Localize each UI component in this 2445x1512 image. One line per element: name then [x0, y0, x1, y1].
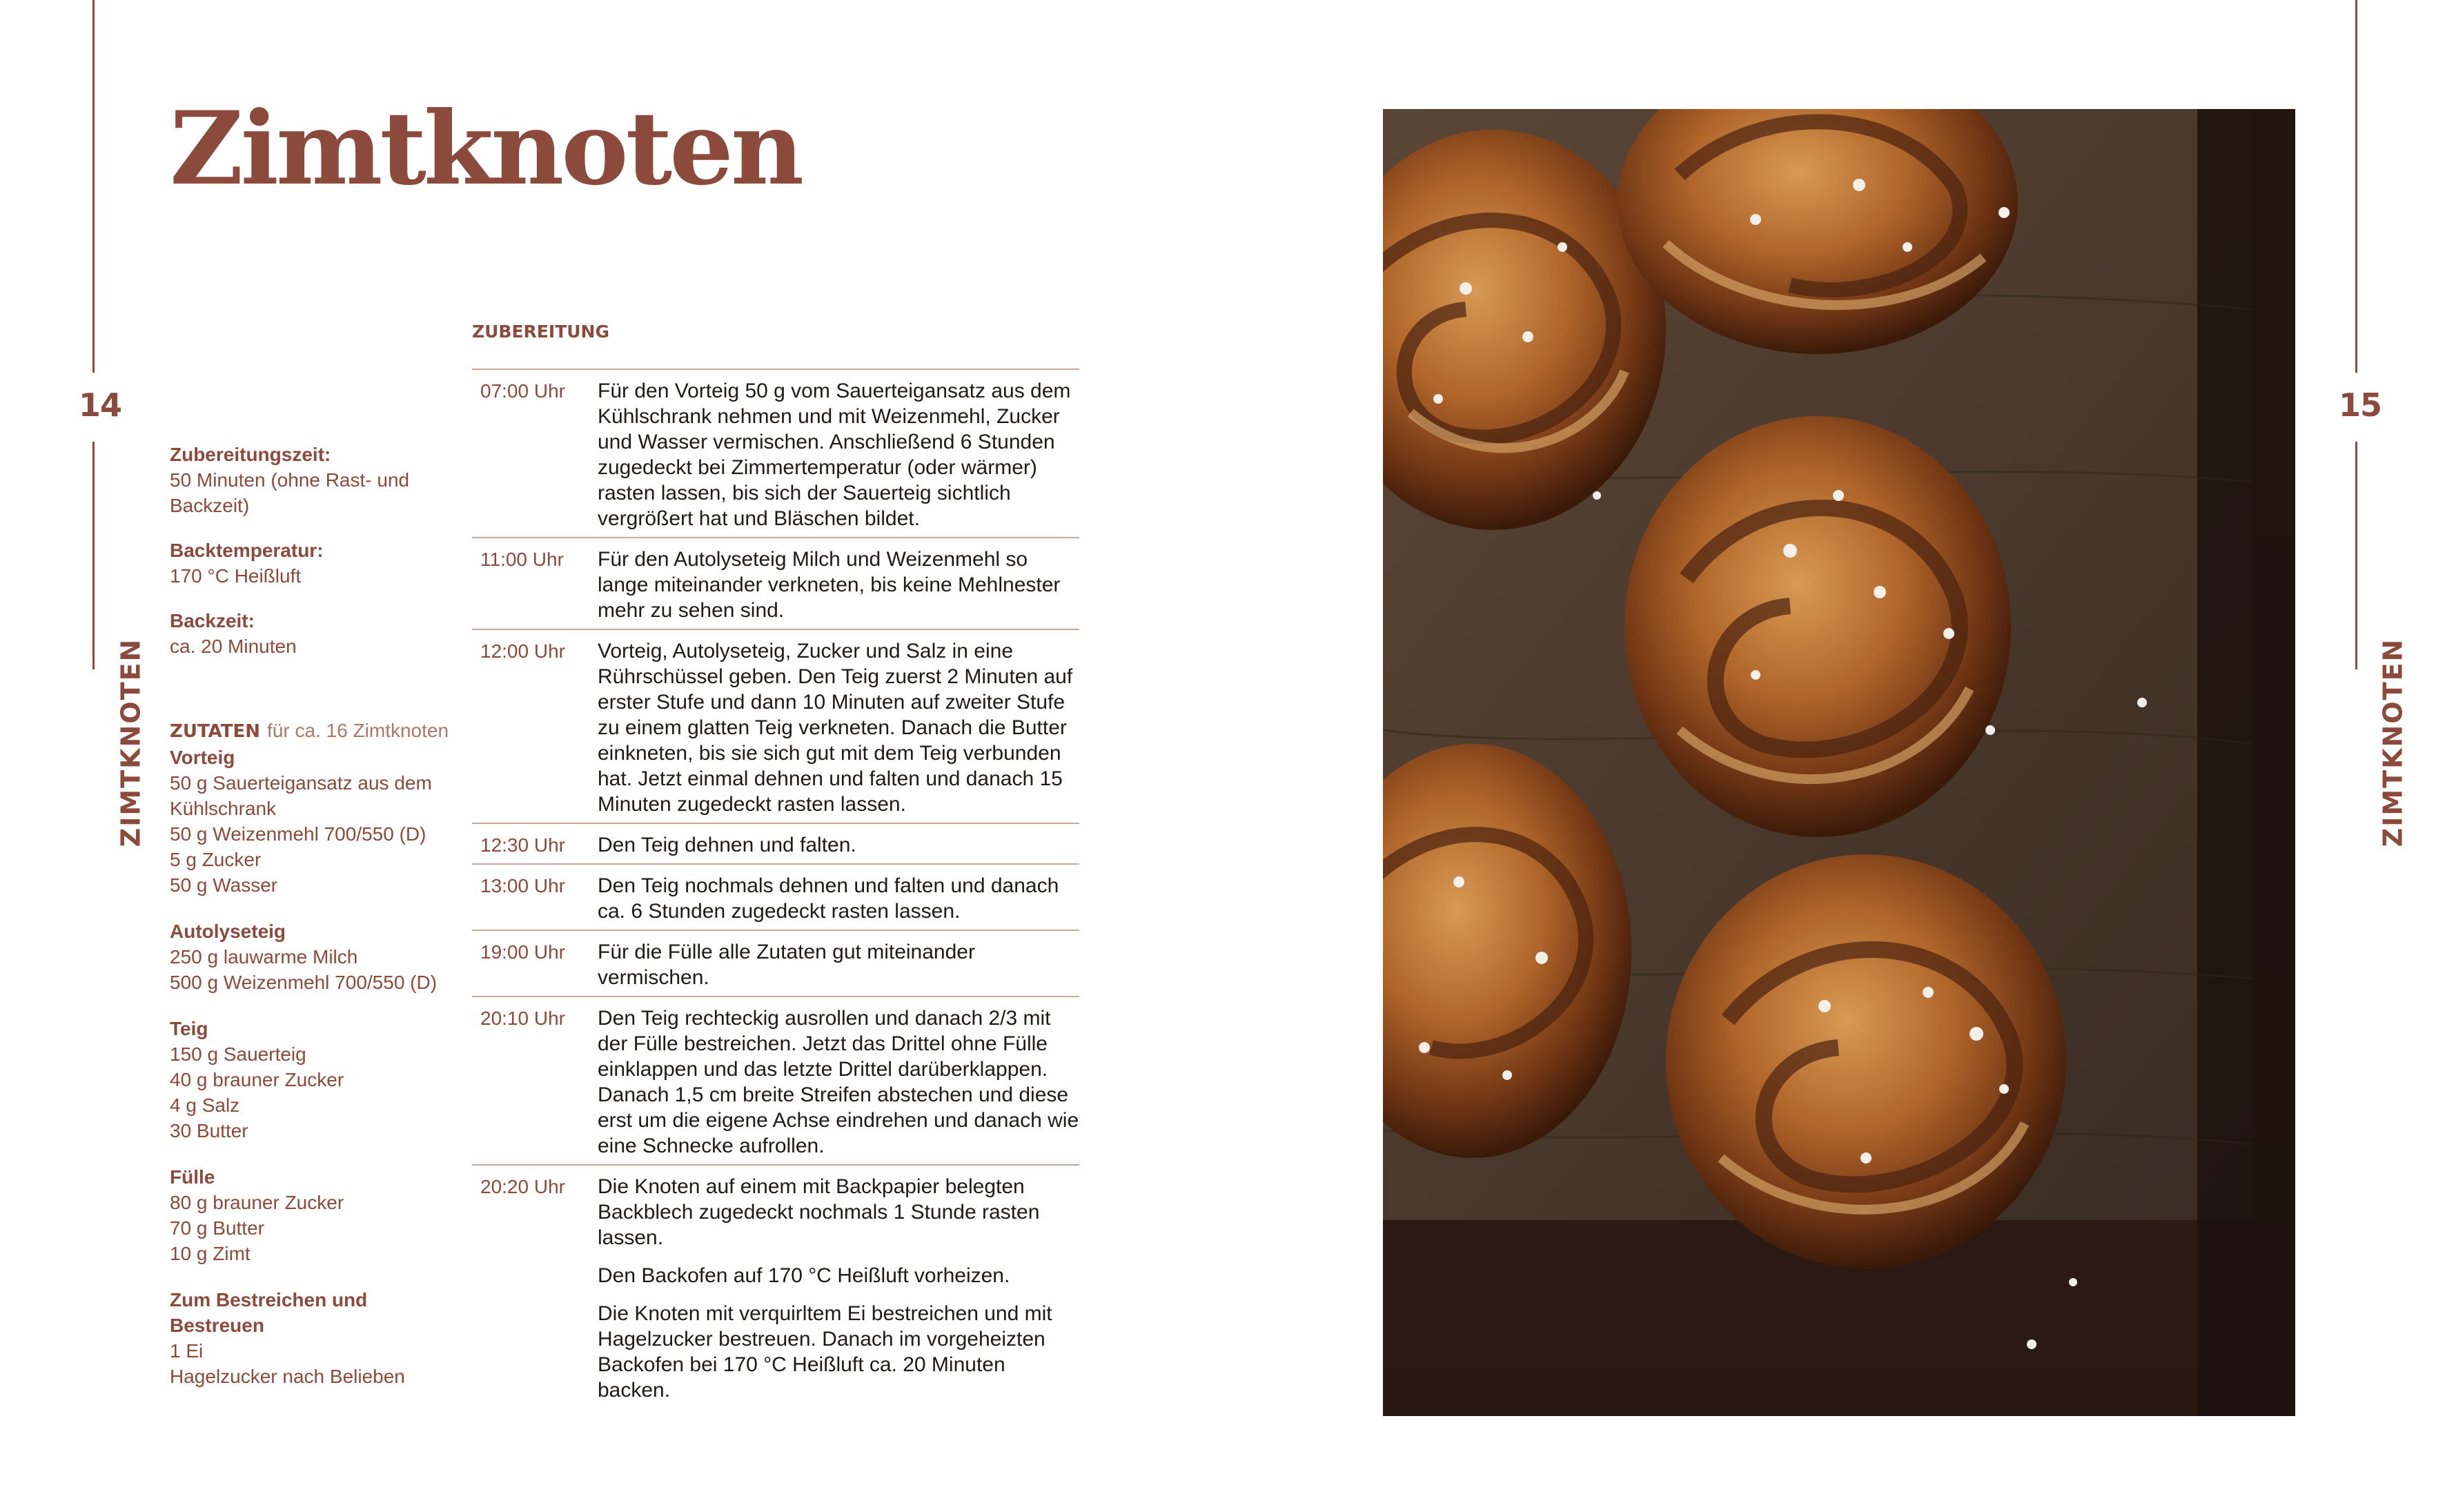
prep-step: 12:00 Uhr Vorteig, Autolyseteig, Zucker und Salz in eine Rührschüssel geben. Den Teig zuerst 2 Minuten auf erster Stufe und dann 10 Minuten auf zweiter Stufe zu einem glatten Teig verkneten. Danach die Butter einkneten, bis sie sich gut mit dem Teig verbunden hat. Jetzt einmal dehnen und falten und danach 15 Minuten zugedeckt rasten lassen. [472, 629, 1079, 823]
ingredient-group-autolyseteig: Autolyseteig 250 g lauwarme Milch 500 g Weizenmehl 700/550 (D) [170, 921, 438, 993]
prep-step: 13:00 Uhr Den Teig nochmals dehnen und falten und danach ca. 6 Stunden zugedeckt rasten lassen. [472, 863, 1079, 930]
prep-step: 20:10 Uhr Den Teig rechteckig ausrollen und danach 2/3 mit der Fülle bestreichen. Jetzt das Drittel ohne Fülle einklappen und das letzte Drittel darüberklappen. Danach 1,5 cm breite Streifen abstechen und diese erst um die eigene Achse eindrehen und danach wie eine Schnecke aufrollen. [472, 996, 1079, 1164]
cinnamon-knot [1666, 854, 2066, 1268]
left-rule-bottom [92, 442, 95, 669]
cinnamon-knot [1624, 416, 2011, 837]
prep-step: 20:20 Uhr Die Knoten auf einem mit Backpapier belegten Backblech zugedeckt nochmals 1 Stunde rasten lassen. Den Backofen auf 170 °C Heißluft vorheizen. Die Knoten mit verquirltem Ei bestreichen und mit Hagelzucker bestreuen. Danach im vorgeheizten Backofen bei 170 °C Heißluft ca. 20 Minuten backen. [472, 1164, 1079, 1408]
side-label-right: ZIMTKNOTEN [2377, 638, 2408, 847]
ingredient-group-teig: Teig 150 g Sauerteig 40 g brauner Zucker 4 g Salz 30 Butter [170, 1018, 344, 1141]
page-number-right: 15 [2339, 386, 2382, 424]
ingredient-group-vorteig: Vorteig 50 g Sauerteigansatz aus dem Kühlschrank 50 g Weizenmehl 700/550 (D) 5 g Zucker 50 g Wasser [170, 747, 432, 896]
cinnamon-knots-illustration [1383, 109, 2295, 1416]
ingredient-group-fuelle: Fülle 80 g brauner Zucker 70 g Butter 10 g Zimt [170, 1166, 344, 1264]
prep-step: 07:00 Uhr Für den Vorteig 50 g vom Sauerteigansatz aus dem Kühlschrank nehmen und mit Weizenmehl, Zucker und Wasser vermischen. Anschließend 6 Stunden zugedeckt bei Zimmertemperatur (oder wärmer) rasten lassen, bis sich der Sauerteig sichtlich vergrößert hat und Bläschen bildet. [472, 369, 1079, 537]
right-rule-bottom [2355, 442, 2357, 669]
meta-prep-time: Zubereitungszeit: 50 Minuten (ohne Rast- und Backzeit) [170, 444, 410, 516]
prep-step: 12:30 Uhr Den Teig dehnen und falten. [472, 823, 1079, 863]
left-rule-top [92, 0, 95, 373]
ingredient-group-topping: Zum Bestreichen und Bestreuen 1 Ei Hagelzucker nach Belieben [170, 1289, 405, 1387]
preparation-steps [472, 369, 1079, 1408]
prep-step: 19:00 Uhr Für die Fülle alle Zutaten gut miteinander vermischen. [472, 930, 1079, 996]
recipe-meta [170, 442, 460, 678]
side-label-left: ZIMTKNOTEN [115, 638, 146, 847]
prep-step: 11:00 Uhr Für den Autolyseteig Milch und Weizenmehl so lange miteinander verkneten, bis keine Mehlnester mehr zu sehen sind. [472, 537, 1079, 629]
cinnamon-knots-photo [1383, 109, 2295, 1416]
page-number-left: 14 [79, 386, 122, 424]
recipe-title: Zimtknoten [170, 90, 802, 208]
preparation-heading: ZUBEREITUNG [472, 322, 609, 342]
meta-bake-temp: Backtemperatur: 170 °C Heißluft [170, 540, 324, 587]
meta-bake-time: Backzeit: ca. 20 Minuten [170, 610, 297, 657]
ingredients [170, 718, 460, 1410]
ingredients-heading: ZUTATEN für ca. 16 Zimtknoten [170, 720, 449, 742]
right-rule-top [2355, 0, 2357, 373]
